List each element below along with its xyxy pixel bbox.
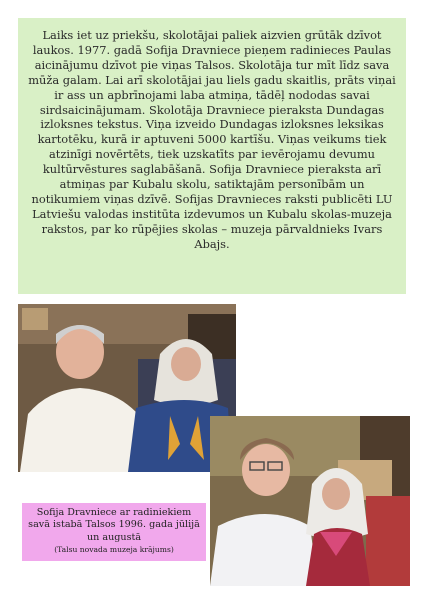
photo-caption (22, 503, 206, 561)
photo-two-elderly-women (210, 416, 410, 586)
article-text-panel (18, 18, 406, 294)
photo-man-and-elderly-woman (18, 304, 236, 472)
photo-2-illustration (210, 416, 410, 586)
caption-text: Sofija Dravniece ar radiniekiem savā istabā Talsos 1996. gada jūlijā un augustā (28, 507, 200, 543)
article-paragraph: Laiks iet uz priekšu, skolotājai paliek aizvien grūtāk dzīvot laukos. 1977. gadā Sofija Dravniece pieņem radinieces Paulas aicinājumu dzīvot pie viņas Talsos. Skolotāja tur mīt līdz sava mūža galam. Lai arī skolotājai jau liels gadu skaitlis, prāts viņai ir ass un apbrīnojami laba atmiņa, tādēļ nododas savai sirdsaicinājumam. Skolotāja Dravniece pieraksta Dundagas izloksnes tekstus. Viņa izveido Dundagas izloksnes leksikas kartotēku, kurā ir aptuveni 5000 kartīšu. Viņas veikums tiek atzinīgi novērtēts, tiek uzskatīts par ievērojamu devumu kultūrvēstures saglabāšanā. Sofija Dravniece pieraksta arī atmiņas par Kubalu skolu, satiktajām personībām un notikumiem viņas dzīvē. Sofijas Dravnieces raksti publicēti LU Latviešu valodas institūta izdevumos un Kubalu skolas-muzeja rakstos, par ko rūpējies skolas – muzeja pārvaldnieks Ivars Abajs. (28, 28, 396, 251)
caption-credit: (Talsu novada muzeja krājums) (54, 545, 174, 555)
photo-1-illustration (18, 304, 236, 472)
